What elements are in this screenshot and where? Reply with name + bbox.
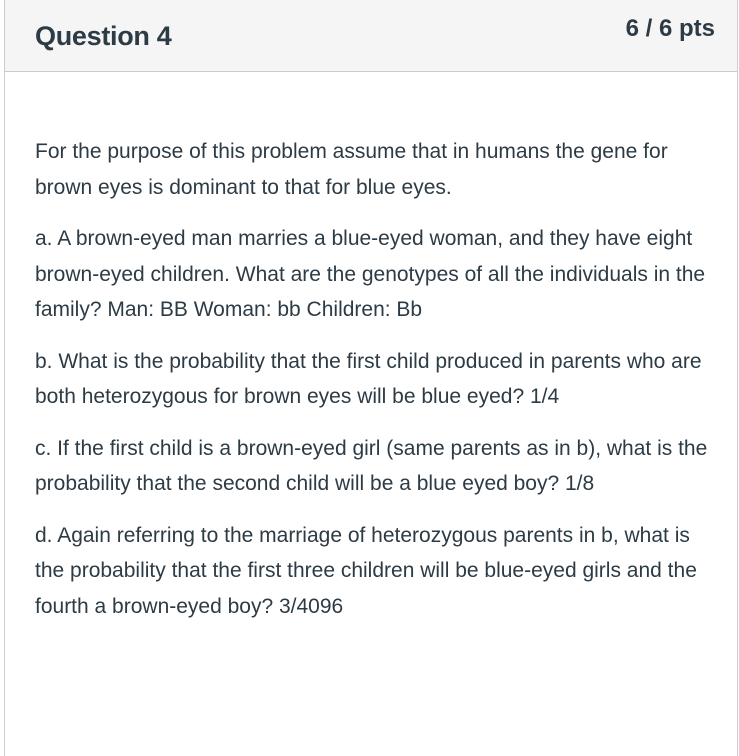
question-header	[5, 0, 737, 72]
part-c-paragraph: c. If the first child is a brown-eyed girl (same parents as in b), what is the probability that the second child will be a blue eyed boy? 1/8	[35, 436, 708, 495]
part-b-paragraph: b. What is the probability that the first child produced in parents who are both heterozygous for brown eyes will be blue eyed? 1/4	[35, 349, 702, 408]
question-points: 6 / 6 pts	[625, 15, 715, 42]
question-body	[35, 134, 721, 640]
part-d-paragraph: d. Again referring to the marriage of heterozygous parents in b, what is the probability that the first three children will be blue-eyed girls and the fourth a brown-eyed boy? 3/4096	[35, 523, 697, 618]
question-title: Question 4	[35, 21, 172, 51]
question-card	[4, 0, 738, 756]
intro-paragraph: For the purpose of this problem assume that in humans the gene for brown eyes is dominant to that for blue eyes.	[35, 140, 668, 199]
part-a-paragraph: a. A brown-eyed man marries a blue-eyed woman, and they have eight brown-eyed children. What are the genotypes of all the individuals in the family? Man: BB Woman: bb Children: Bb	[35, 227, 706, 321]
